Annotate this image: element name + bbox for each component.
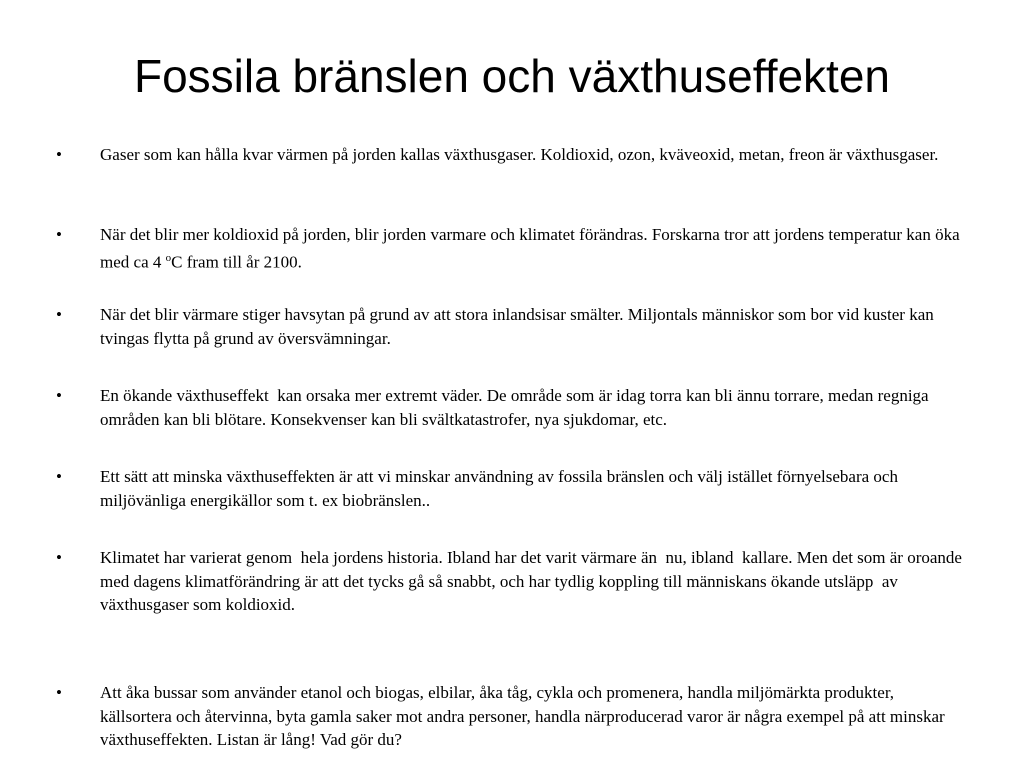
bullet-item — [56, 143, 966, 167]
bullet-text — [100, 384, 966, 431]
bullet-text-part: Att åka bussar som använder etanol och biogas, elbilar, åka tåg, cykla och promenera, handla miljömärkta produkter, källsortera och återvinna, byta gamla saker mot andra personer, handla närproducerad varor är några exempel på att minskar växthuseffekten. Listan är lång! Vad gör du? — [100, 683, 945, 749]
bullet-text — [100, 303, 966, 350]
bullet-marker: • — [56, 467, 62, 486]
bullet-marker: • — [56, 548, 62, 567]
bullet-text — [100, 223, 966, 274]
bullet-item — [56, 465, 966, 512]
bullet-text-part: När det blir värmare stiger havsytan på grund av att stora inlandsisar smälter. Miljontals människor som bor vid kuster kan tvingas flytta på grund av översvämningar. — [100, 305, 934, 348]
bullet-text — [100, 143, 966, 167]
bullet-text — [100, 546, 966, 617]
bullet-text-part: En ökande växthuseffekt kan orsaka mer extremt väder. De område som är idag torra kan bli ännu torrare, medan regniga områden kan bli blötare. Konsekvenser kan bli svältkatastrofer, nya sjukdomar, etc. — [100, 386, 933, 429]
bullet-text-part: När det blir mer koldioxid på jorden, blir jorden varmare och klimatet förändras. Forskarna tror att jordens temperatur kan öka med ca 4 — [100, 225, 960, 272]
bullet-text — [100, 465, 966, 512]
bullet-item — [56, 384, 966, 431]
bullet-text-part: Ett sätt att minska växthuseffekten är att vi minskar användning av fossila bränslen och välj istället förnyelsebara och miljövänliga energikällor som t. ex biobränslen.. — [100, 467, 898, 510]
bullet-item — [56, 546, 966, 617]
bullet-marker: • — [56, 225, 62, 244]
bullet-marker: • — [56, 145, 62, 164]
bullet-item — [56, 681, 966, 752]
bullet-marker: • — [56, 386, 62, 405]
bullet-text-part: C fram till år 2100. — [171, 252, 302, 272]
bullet-text-part: Gaser som kan hålla kvar värmen på jorden kallas växthusgaser. Koldioxid, ozon, kväveoxid, metan, freon är växthusgaser. — [100, 145, 939, 164]
bullet-item — [56, 223, 966, 274]
bullet-marker: • — [56, 305, 62, 324]
bullet-text-part: Klimatet har varierat genom hela jordens historia. Ibland har det varit värmare än nu, ibland kallare. Men det som är oroande med dagens klimatförändring är att det tycks gå så snabbt, och har tydlig koppling till människans ökande utsläpp av växthusgaser som koldioxid. — [100, 548, 967, 614]
bullet-item — [56, 303, 966, 350]
degree-superscript: o — [165, 251, 172, 264]
slide-title: Fossila bränslen och växthuseffekten — [133, 50, 891, 102]
bullet-text — [100, 681, 966, 752]
bullet-marker: • — [56, 683, 62, 702]
